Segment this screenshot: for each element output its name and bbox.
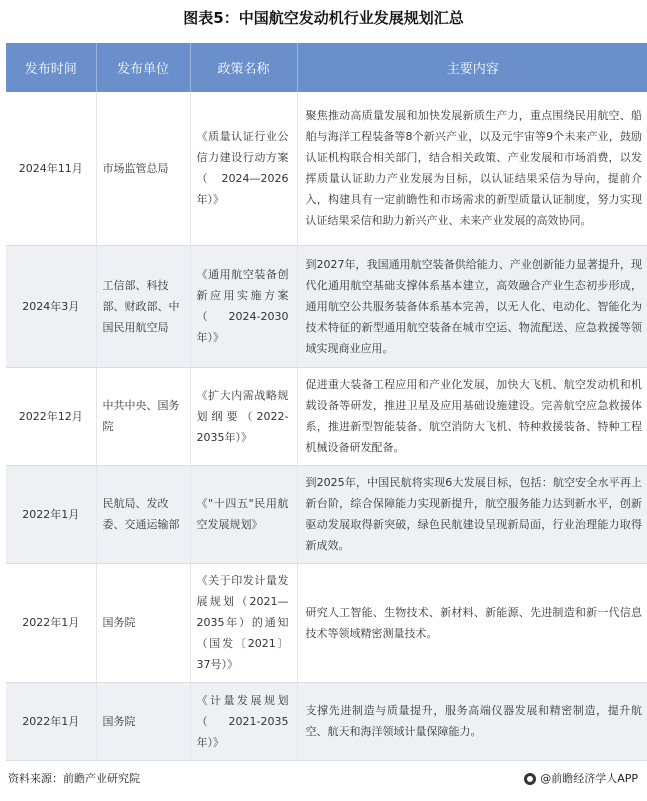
policy-table	[6, 43, 647, 761]
cell-policy-name: 《关于印发计量发展规划（2021—2035年）的通知（国发〔2021〕37号）》	[190, 563, 297, 682]
cell-content: 支撑先进制造与质量提升，服务高端仪器发展和精密制造，提升航空、航天和海洋领域计量保障能力。	[297, 682, 647, 760]
cell-date: 2022年1月	[6, 563, 96, 682]
table-row	[6, 92, 647, 245]
cell-content: 研究人工智能、生物技术、新材料、新能源、先进制造和新一代信息技术等领域精密测量技术。	[297, 563, 647, 682]
cell-date: 2022年1月	[6, 682, 96, 760]
brand-logo-icon	[524, 773, 536, 785]
header-unit: 发布单位	[96, 43, 190, 92]
cell-unit: 国务院	[96, 682, 190, 760]
cell-policy-name: 《质量认证行业公信力建设行动方案（2024—2026年）》	[190, 92, 297, 245]
source-note: 资料来源：前瞻产业研究院	[8, 772, 140, 785]
cell-content: 聚焦推动高质量发展和加快发展新质生产力，重点围绕民用航空、船舶与海洋工程装备等8个新兴产业，以及元宇宙等9个未来产业，鼓励认证机构联合相关部门，结合相关政策、产业发展和市场消费，以发挥质量认证助力产业发展为目标，以认证结果采信为导向，提前介入，构建具有一定前瞻性和市场需求的新型质量认证制度，努力实现认证结果采信和助力新兴产业、未来产业发展的高效协同。	[297, 92, 647, 245]
header-content: 主要内容	[297, 43, 647, 92]
brand-credit	[524, 771, 638, 787]
table-row	[6, 682, 647, 760]
header-date: 发布时间	[6, 43, 96, 92]
cell-content: 促进重大装备工程应用和产业化发展，加快大飞机、航空发动机和机载设备等研发，推进卫星及应用基础设施建设。完善航空应急救援体系，推进新型智能装备、航空消防大飞机、特种救援装备、特种工程机械设备研发配备。	[297, 367, 647, 465]
cell-content: 到2027年，我国通用航空装备供给能力、产业创新能力显著提升，现代化通用航空基础支撑体系基本建立，高效融合产业生态初步形成，通用航空公共服务装备体系基本完善，以无人化、电动化、智能化为技术特征的新型通用航空装备在城市空运、物流配送、应急救援等领域实现商业应用。	[297, 245, 647, 367]
cell-unit: 国务院	[96, 563, 190, 682]
cell-date: 2024年3月	[6, 245, 96, 367]
brand-credit-text: @前瞻经济学人APP	[540, 772, 638, 785]
cell-policy-name: 《"十四五"民用航空发展规划》	[190, 465, 297, 563]
cell-date: 2022年1月	[6, 465, 96, 563]
cell-date: 2022年12月	[6, 367, 96, 465]
cell-content: 到2025年，中国民航将实现6大发展目标，包括：航空安全水平再上新台阶，综合保障能力实现新提升，航空服务能力达到新水平，创新驱动发展取得新突破，绿色民航建设呈现新局面，行业治理能力取得新成效。	[297, 465, 647, 563]
table-row	[6, 367, 647, 465]
cell-date: 2024年11月	[6, 92, 96, 245]
cell-unit: 民航局、发改委、交通运输部	[96, 465, 190, 563]
table-row	[6, 465, 647, 563]
cell-unit: 工信部、科技部、财政部、中国民用航空局	[96, 245, 190, 367]
cell-policy-name: 《计量发展规划（2021-2035年）》	[190, 682, 297, 760]
table-header-row	[6, 43, 647, 92]
table-row	[6, 245, 647, 367]
cell-unit: 市场监管总局	[96, 92, 190, 245]
table-row	[6, 563, 647, 682]
header-policy-name: 政策名称	[190, 43, 297, 92]
table-title: 图表5：中国航空发动机行业发展规划汇总	[183, 9, 464, 27]
cell-policy-name: 《通用航空装备创新应用实施方案（2024-2030年）》	[190, 245, 297, 367]
cell-unit: 中共中央、国务院	[96, 367, 190, 465]
cell-policy-name: 《扩大内需战略规划纲要（2022-2035年）》	[190, 367, 297, 465]
